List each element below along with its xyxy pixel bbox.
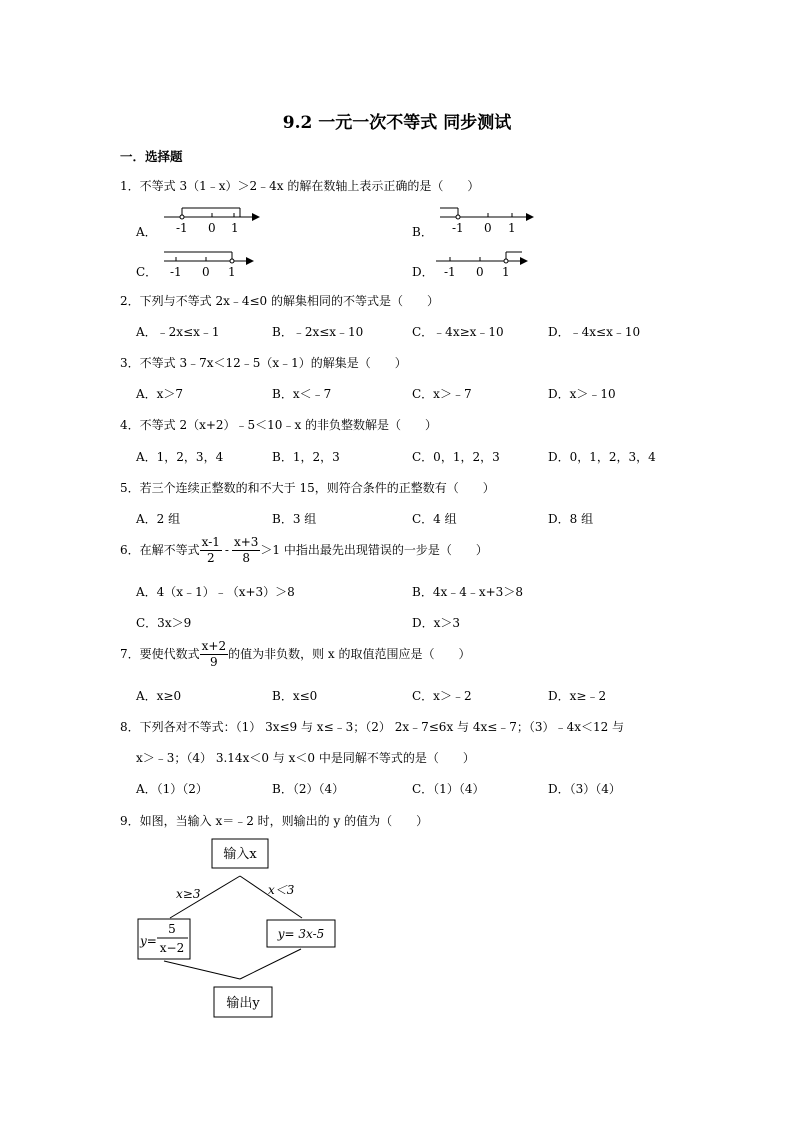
q7-fraction xyxy=(200,639,228,670)
q6-option-d: D．x＞3 xyxy=(412,616,461,630)
q1-d-tick-neg1: -1 xyxy=(444,265,456,279)
q3-option-a: A．x＞7 xyxy=(136,387,184,401)
q8-option-b: B．（2）（4） xyxy=(272,782,345,796)
q1-b-tick-neg1: -1 xyxy=(452,221,464,235)
q7-prefix: 7．要使代数式 xyxy=(120,647,200,661)
q3-option-c: C．x＞﹣7 xyxy=(412,387,472,401)
q6-frac1-denominator: 2 xyxy=(206,551,215,565)
q5-option-c: C．4 组 xyxy=(412,512,457,526)
q7-option-b: B．x≤0 xyxy=(272,689,318,703)
q5-option-a: A．2 组 xyxy=(136,512,181,526)
question-1-text: 1．不等式 3（1﹣x）＞2﹣4x 的解在数轴上表示正确的是（ ） xyxy=(120,179,480,193)
q6-frac2-numerator: x+3 xyxy=(233,535,259,549)
q1-option-d-label: D． xyxy=(412,265,434,279)
q1-number-line-b xyxy=(440,208,534,235)
q4-option-b: B．1，2，3 xyxy=(272,450,340,464)
flow-right-formula: y= 3x-5 xyxy=(277,927,325,941)
q6-fraction-1 xyxy=(200,535,222,566)
q1-b-tick-1: 1 xyxy=(508,221,516,235)
q2-option-d: D．﹣4x≤x﹣10 xyxy=(548,325,641,339)
q6-option-c: C．3x＞9 xyxy=(136,616,192,630)
q1-option-b-label: B． xyxy=(412,225,433,239)
q8-option-c: C．（1）（4） xyxy=(412,782,485,796)
q1-c-tick-0: 0 xyxy=(202,265,210,279)
q7-option-c: C．x＞﹣2 xyxy=(412,689,472,703)
q1-number-line-d xyxy=(436,252,528,279)
question-5-text: 5．若三个连续正整数的和不大于 15，则符合条件的正整数有（ ） xyxy=(120,481,495,495)
q2-option-c: C．﹣4x≥x﹣10 xyxy=(412,325,504,339)
q6-prefix: 6．在解不等式 xyxy=(120,543,200,557)
q5-option-d: D．8 组 xyxy=(548,512,594,526)
q3-option-d: D．x＞﹣10 xyxy=(548,387,616,401)
question-3-text: 3．不等式 3﹣7x＜12﹣5（x﹣1）的解集是（ ） xyxy=(120,356,407,370)
flow-output-label: 输出y xyxy=(226,996,260,1011)
question-8-line-2: x＞﹣3；（4） 3.14x＜0 与 x＜0 中是同解不等式的是（ ） xyxy=(136,751,475,765)
q1-c-tick-neg1: -1 xyxy=(170,265,182,279)
q1-number-line-c xyxy=(164,252,254,279)
q1-number-line-a xyxy=(164,208,260,235)
q4-option-d: D．0，1，2，3，4 xyxy=(548,450,656,464)
q2-option-b: B．﹣2x≤x﹣10 xyxy=(272,325,364,339)
q8-option-a: A．（1）（2） xyxy=(136,782,208,796)
question-2-text: 2．下列与不等式 2x﹣4≤0 的解集相同的不等式是（ ） xyxy=(120,294,439,308)
q9-flowchart xyxy=(130,836,350,1022)
q8-option-d: D．（3）（4） xyxy=(548,782,621,796)
question-7-text xyxy=(120,639,471,670)
question-6-text xyxy=(120,535,488,566)
q4-option-a: A．1，2，3，4 xyxy=(136,450,224,464)
q6-option-b: B．4x﹣4﹣x+3＞8 xyxy=(412,585,523,599)
q1-option-a-label: A． xyxy=(136,225,157,239)
q6-frac1-numerator: x-1 xyxy=(201,535,220,549)
flow-left-numerator: 5 xyxy=(168,922,176,936)
q1-c-tick-1: 1 xyxy=(228,265,236,279)
q3-option-b: B．x＜﹣7 xyxy=(272,387,332,401)
page-title: 9.2 一元一次不等式 同步测试 xyxy=(282,113,512,133)
q1-number-lines xyxy=(130,200,550,282)
q1-a-tick-1: 1 xyxy=(231,221,239,235)
q7-denominator: 9 xyxy=(210,655,218,669)
q6-minus: - xyxy=(224,543,229,557)
flow-input-label: 输入x xyxy=(223,847,257,862)
q7-suffix: 的值为非负数，则 x 的取值范围应是（ ） xyxy=(228,647,471,661)
q4-option-c: C．0，1，2，3 xyxy=(412,450,500,464)
q2-option-a: A．﹣2x≤x﹣1 xyxy=(136,325,220,339)
question-9-text: 9．如图，当输入 x＝﹣2 时，则输出的 y 的值为（ ） xyxy=(120,814,429,828)
q1-a-tick-neg1: -1 xyxy=(176,221,188,235)
question-8-line-1: 8．下列各对不等式：（1） 3x≤9 与 x≤﹣3；（2） 2x﹣7≤6x 与 4x≤﹣7；（3）﹣4x＜12 与 xyxy=(120,720,625,734)
q1-b-tick-0: 0 xyxy=(484,221,492,235)
section-heading: 一．选择题 xyxy=(120,149,183,164)
q7-option-d: D．x≥﹣2 xyxy=(548,689,607,703)
question-4-text: 4．不等式 2（x+2）﹣5＜10﹣x 的非负整数解是（ ） xyxy=(120,418,438,432)
q7-numerator: x+2 xyxy=(201,639,227,653)
q6-fraction-2 xyxy=(232,535,260,566)
q1-d-tick-0: 0 xyxy=(476,265,484,279)
flow-left-denominator: x−2 xyxy=(159,941,185,955)
q6-suffix: ＞1 中指出最先出现错误的一步是（ ） xyxy=(260,543,488,557)
q7-option-a: A．x≥0 xyxy=(136,689,182,703)
q1-option-c-label: C． xyxy=(136,265,158,279)
flow-left-condition: x≥3 xyxy=(176,887,201,901)
flow-right-condition: x＜3 xyxy=(268,883,295,897)
q6-option-a: A．4（x﹣1）﹣（x+3）＞8 xyxy=(136,585,295,599)
flow-left-y: y= xyxy=(140,934,157,948)
q1-a-tick-0: 0 xyxy=(208,221,216,235)
q5-option-b: B．3 组 xyxy=(272,512,317,526)
q1-d-tick-1: 1 xyxy=(502,265,510,279)
q6-frac2-denominator: 8 xyxy=(242,551,250,565)
